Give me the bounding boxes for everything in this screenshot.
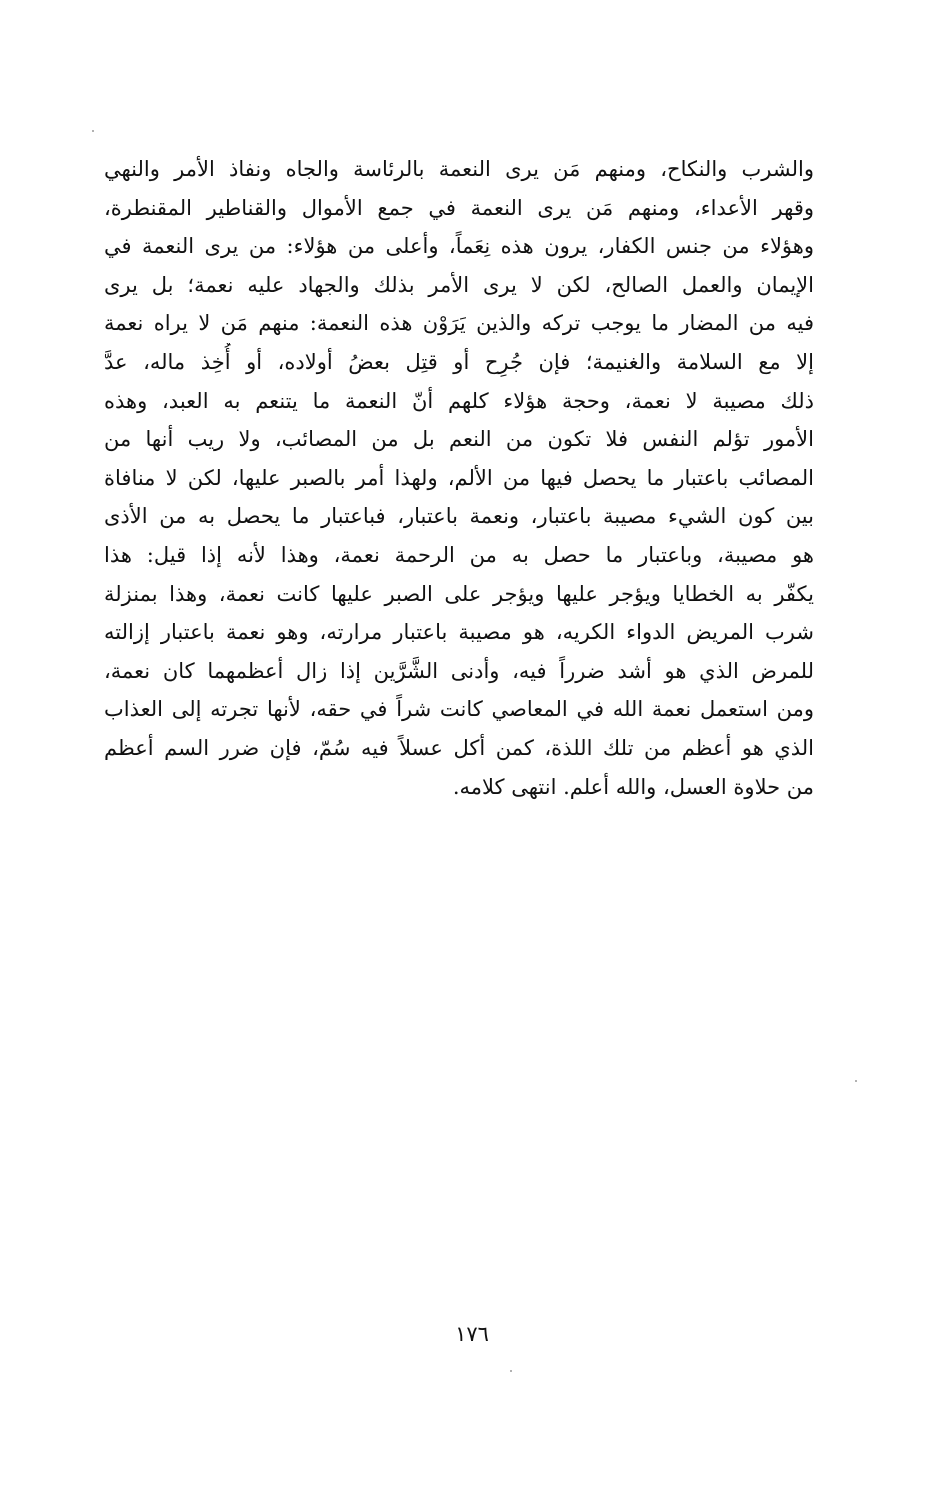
text-line: ذلك مصيبة لا نعمة، وحجة هؤلاء كلهم أنّ النعمة ما يتنعم به العبد، وهذه bbox=[104, 388, 814, 413]
text-line: الذي هو أعظم من تلك اللذة، كمن أكل عسلاً فيه سُمّ، فإن ضرر السم أعظم bbox=[104, 735, 814, 760]
text-line: المصائب باعتبار ما يحصل فيها من الألم، ولهذا أمر بالصبر عليها، لكن لا منافاة bbox=[104, 465, 814, 490]
scan-speck bbox=[855, 1080, 857, 1082]
text-line: للمرض الذي هو أشد ضرراً فيه، وأدنى الشَّرَّين إذا زال أعظمهما كان نعمة، bbox=[104, 658, 814, 683]
text-line: الأمور تؤلم النفس فلا تكون من النعم بل من المصائب، ولا ريب أنها من bbox=[104, 427, 814, 452]
body-text bbox=[104, 150, 814, 806]
text-line: بين كون الشيء مصيبة باعتبار، ونعمة باعتبار، فباعتبار ما يحصل به من الأذى bbox=[104, 504, 814, 529]
text-line: إلا مع السلامة والغنيمة؛ فإن جُرِح أو قتِل بعضُ أولاده، أو أُخِذ ماله، عدَّ bbox=[104, 349, 814, 374]
page-number: ١٧٦ bbox=[455, 1322, 489, 1346]
scan-speck bbox=[92, 130, 94, 132]
scan-speck bbox=[510, 1370, 512, 1372]
text-line: فيه من المضار ما يوجب تركه والذين يَرَوْن هذه النعمة: منهم مَن لا يراه نعمة bbox=[104, 311, 814, 336]
text-line: شرب المريض الدواء الكريه، هو مصيبة باعتبار مرارته، وهو نعمة باعتبار إزالته bbox=[104, 620, 814, 645]
text-line: الإيمان والعمل الصالح، لكن لا يرى الأمر بذلك والجهاد عليه نعمة؛ بل يرى bbox=[104, 272, 814, 297]
text-line: من حلاوة العسل، والله أعلم. انتهى كلامه. bbox=[452, 774, 814, 799]
text-line: وقهر الأعداء، ومنهم مَن يرى النعمة في جمع الأموال والقناطير المقنطرة، bbox=[104, 195, 814, 220]
text-line: والشرب والنكاح، ومنهم مَن يرى النعمة بالرئاسة والجاه ونفاذ الأمر والنهي bbox=[104, 157, 814, 181]
text-line: هو مصيبة، وباعتبار ما حصل به من الرحمة نعمة، وهذا لأنه إذا قيل: هذا bbox=[104, 542, 814, 567]
text-line: وهؤلاء من جنس الكفار، يرون هذه نِعَماً، وأعلى من هؤلاء: من يرى النعمة في bbox=[104, 234, 814, 259]
text-line: ومن استعمل نعمة الله في المعاصي كانت شراً في حقه، لأنها تجرته إلى العذاب bbox=[104, 697, 814, 722]
text-line: يكفّر به الخطايا ويؤجر عليها ويؤجر على الصبر عليها كانت نعمة، وهذا بمنزلة bbox=[104, 581, 814, 606]
